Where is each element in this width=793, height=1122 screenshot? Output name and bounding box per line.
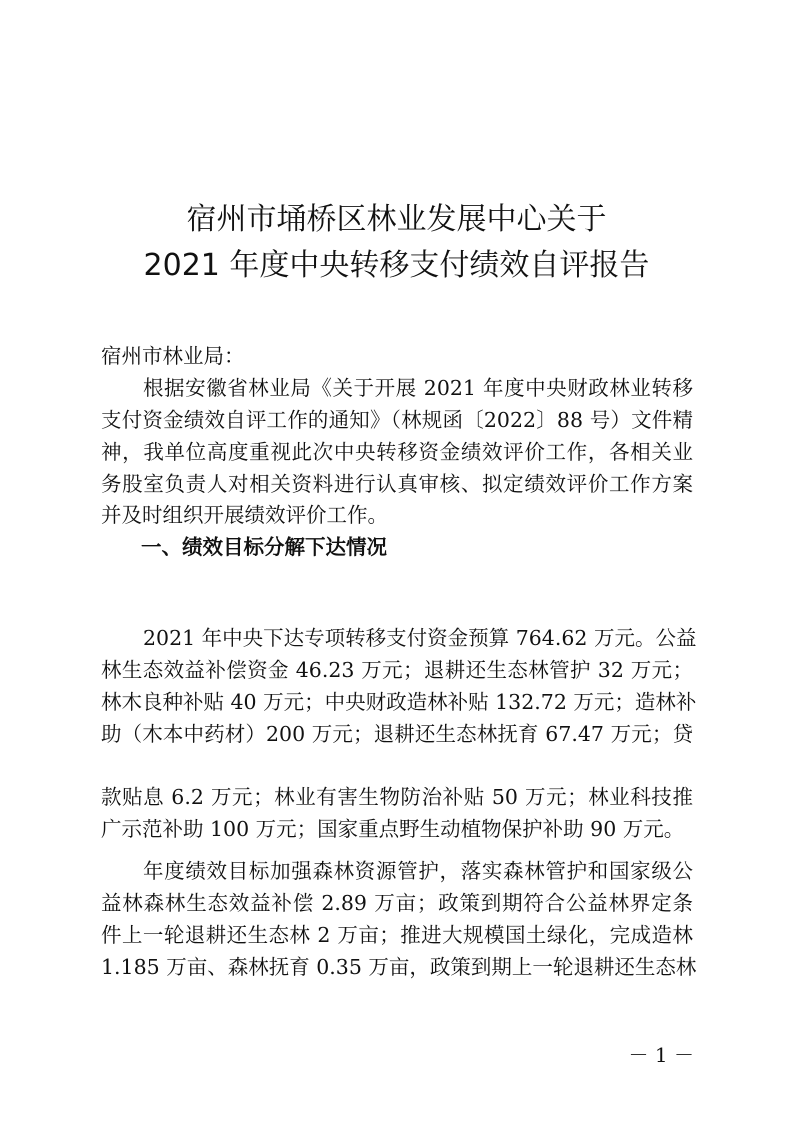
salutation: 宿州市林业局： — [101, 344, 245, 368]
budget-line: 2021 年中央下达专项转移支付资金预算 764.62 万元。公益 — [143, 626, 697, 650]
document-title-line-2: 2021 年度中央转移支付绩效自评报告 — [143, 248, 650, 283]
page-number: － 1 － — [628, 1043, 694, 1067]
goal-line: 益林森林生态效益补偿 2.89 万亩；政策到期符合公益林界定条 — [101, 891, 693, 915]
goal-line: 年度绩效目标加强森林资源管护，落实森林管护和国家级公 — [143, 859, 693, 883]
section-heading: 一、绩效目标分解下达情况 — [141, 535, 387, 559]
budget-line: 助（木本中药材）200 万元；退耕还生态林抚育 67.47 万元；贷 — [101, 722, 693, 746]
intro-line: 并及时组织开展绩效评价工作。 — [101, 503, 388, 527]
goal-line: 件上一轮退耕还生态林 2 万亩；推进大规模国土绿化，完成造林 — [101, 923, 693, 947]
budget-line: 款贴息 6.2 万元；林业有害生物防治补贴 50 万元；林业科技推 — [101, 785, 693, 809]
budget-line: 林生态效益补偿资金 46.23 万元；退耕还生态林管护 32 万元； — [101, 658, 693, 682]
intro-line: 根据安徽省林业局《关于开展 2021 年度中央财政林业转移 — [143, 376, 693, 400]
intro-line: 支付资金绩效自评工作的通知》（林规函〔2022〕88 号）文件精 — [101, 408, 693, 432]
intro-line: 务股室负责人对相关资料进行认真审核、拟定绩效评价工作方案 — [101, 472, 693, 496]
budget-line: 林木良种补贴 40 万元；中央财政造林补贴 132.72 万元；造林补 — [101, 690, 697, 714]
budget-line: 广示范补助 100 万元；国家重点野生动植物保护补助 90 万元。 — [101, 817, 685, 841]
goal-line: 1.185 万亩、森林抚育 0.35 万亩，政策到期上一轮退耕还生态林 — [101, 955, 697, 979]
intro-line: 神，我单位高度重视此次中央转移资金绩效评价工作，各相关业 — [101, 440, 693, 464]
document-title-line-1: 宿州市埇桥区林业发展中心关于 — [186, 202, 607, 237]
